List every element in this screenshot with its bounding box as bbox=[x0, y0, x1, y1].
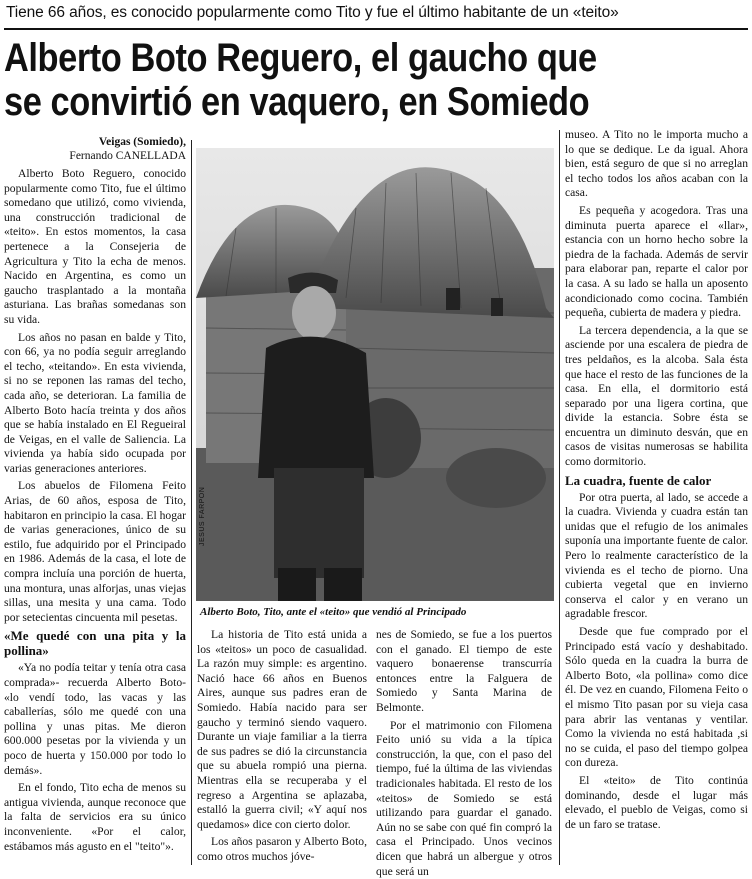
headline-line-1: Alberto Boto Reguero, el gaucho que bbox=[4, 36, 597, 80]
headline bbox=[4, 36, 644, 124]
col4-paragraph: La tercera dependencia, a la que se asciende por una escalera de piedra de tres peldaños, es la alcoba. Sala ésta que hace el resto de las funciones de la casa. En ella, el dormitorio está separado por una ligera cortina, que divide la estancia. Sobre ésta se encuentra un diminuto desván, que en casos de visitas numerosas se habilita como dormitorio. bbox=[565, 323, 748, 469]
column-3 bbox=[376, 628, 552, 878]
col1-paragraph: Alberto Boto Reguero, conocido popularmente como Tito, fue el último somedano que utilizó, como vivienda, una construcción tradicional de «teito». En estos momentos, la casa pertenece a la Consejeria de Agricultura y Tito la echa de menos. Nacido en Argentina, es como un gaucho trasplantado a la montaña asturiana. Las brañas somedanas son su vida. bbox=[4, 167, 186, 326]
col1-paragraph: En el fondo, Tito echa de menos su antigua vivienda, aunque reconoce que la falta de servicios era su único inconveniente. «Por el calor, estábamos más agusto en el "teito"». bbox=[4, 781, 186, 853]
col1-paragraph: Los abuelos de Filomena Feito Arias, de 60 años, esposa de Tito, habitaron en principio la casa. El hogar de varias generaciones, único de su estilo, fue adquirido por el Principado en 1986. Además de la casa, el lote de compra incluía una porción de huerta, una montura, unas alforjas, unas viejas sillas, una mesita y una cama. Todo por setecientas cincuenta mil pesetas. bbox=[4, 479, 186, 624]
col4-subhead: La cuadra, fuente de calor bbox=[565, 472, 712, 488]
teito-house-photo bbox=[196, 148, 554, 601]
col1-paragraph: «Ya no podía teitar y tenía otra casa comprada»- recuerda Alberto Boto- «lo vendí todo, las vacas y las caballerías, sólo me quedé con una pollina y unas pitas. Me dieron 600.000 pesetas por la vivienda y un poco de huerta y 150.000 por todo lo demás». bbox=[4, 661, 186, 777]
column-4 bbox=[565, 128, 748, 865]
col3-paragraph: nes de Somiedo, se fue a los puertos con el ganado. El tiempo de este vaquero bonaerense transcurría entonces entre la Falguera de Somiedo y Santa Marina de Belmonte. bbox=[376, 628, 552, 714]
col4-paragraph: Desde que fue comprado por el Principado está vacío y deshabitado. Sólo queda en la cuadra la burra de Alberto Boto, «la pollina» como dice él. De vez en cuando, Filomena Feito o el mismo Tito pasan por su vieja casa para abrir las ventanas y ventilar. Como la vivienda no está habitada ,si no se cuida, el paso del tiempo golpea con durezа. bbox=[565, 625, 748, 770]
column-2 bbox=[197, 628, 367, 865]
byline-author: Fernando CANELLADA bbox=[69, 150, 186, 162]
col1-paragraph: Los años no pasan en balde y Tito, con 66, ya no podía seguir arreglando el techo, «teitando». En esta vivienda, si no se reponen las ramas del techo, cada año, se deterioran. La familia de Alberto Boto hacía treinta y dos años que se había instalado en El Regueiral de Veigas, en el valle de Saliencia. La vivienda ya había sido ocupada por varias generaciones anteriores. bbox=[4, 330, 186, 475]
top-rule bbox=[4, 28, 748, 30]
column-1 bbox=[4, 135, 186, 865]
column-divider bbox=[191, 140, 192, 865]
col4-paragraph: Es pequeña y acogedora. Tras una diminuta puerta aparece el «llar», estancia con un horno hecho sobre la piedra de la fachada. Además de servir para elaborar pan, reparte el calor por la casa. A su lado se halla un aposento acondicionado como cocina. También pequeña, cubierta de madera y piedra. bbox=[565, 203, 748, 320]
col4-paragraph: El «teito» de Tito continúa dominando, desde el lugar más elevado, el pueblo de Veigas, como si de un faro se tratase. bbox=[565, 773, 748, 831]
byline-place: Veigas (Somiedo), bbox=[98, 136, 186, 148]
photo-credit: JESUS FARPON bbox=[199, 486, 206, 546]
kicker: Tiene 66 años, es conocido popularmente como Tito y fue el último habitante de un «teito» bbox=[6, 4, 619, 21]
col4-paragraph: museo. A Tito no le importa mucho a lo que se dedique. Le da igual. Ahora bien, está seguro de que si no arreglan el techo todos los años acaban con la casa. bbox=[565, 128, 748, 200]
col2-paragraph: Los años pasaron y Alberto Boto, como otros muchos jóve- bbox=[197, 835, 367, 863]
col2-paragraph: La historia de Tito está unida a los «teitos» un poco de casualidad. La razón muy simple: es argentino. Nació hace 66 años en Buenos Aires, aunque sus padres eran de Somiedo. Había nacido para ser gaucho y terminó siendo vaquero. Durante un viaje familiar a la tierra de sus padres se dió la circunstancia que su abuela rompió una pierna. Mientras ella se recuperaba y el regreso a Argentina se aplazaba, estalló la guerra civil; «Y aquí nos quedamos» dice con cierto dolor. bbox=[197, 628, 367, 831]
col4-paragraph: Por otra puerta, al lado, se accede a la cuadra. Vivienda y cuadra están tan unidas que el refugio de los animales suponía una importante fuente de calor. Pero lo realmente característico de la vivienda es el techo de piorno. Una cubierta vegetal que en invierno conserva el calor y en verano un agradable frescor. bbox=[565, 490, 748, 621]
photo bbox=[196, 148, 554, 601]
column-divider bbox=[559, 130, 560, 865]
col1-subhead: «Me quedé con una pita y la pollina» bbox=[4, 628, 186, 659]
headline-line-2: se convirtió en vaquero, en Somiedo bbox=[4, 80, 590, 124]
photo-caption: Alberto Boto, Tito, ante el «teito» que vendió al Principado bbox=[200, 606, 467, 618]
byline bbox=[4, 135, 186, 163]
col3-paragraph: Por el matrimonio con Filomena Feito unió su vida a la típica construcción, la que, con el paso del tiempo, fué la última de las viviendas tradicionales habitada. El resto de los «teitos» de Somiedo se está utilizando para guardar el ganado. Aún no se sabe con qué fin compró la casa el Principado. Unos vecinos dicen que habrá un albergue y otros que será un bbox=[376, 718, 552, 878]
